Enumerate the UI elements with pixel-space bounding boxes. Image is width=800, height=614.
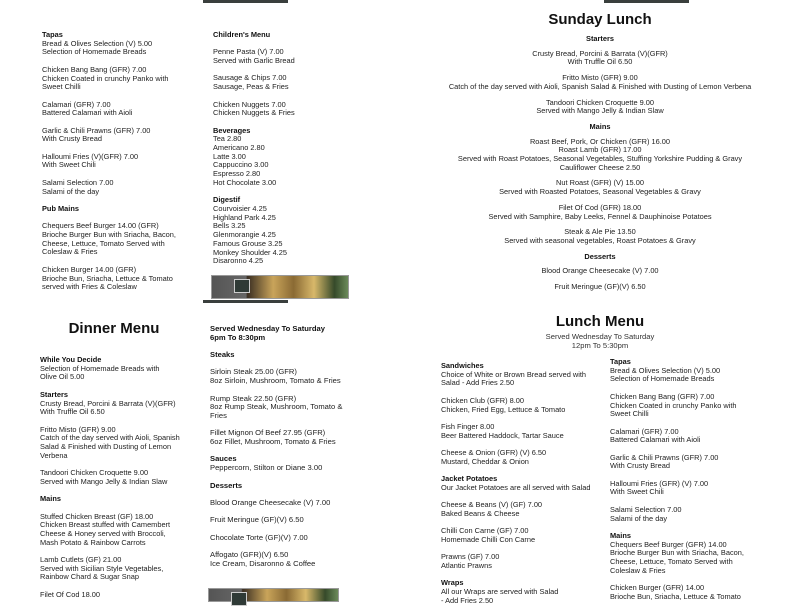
menu-item-name: Courvoisier 4.25	[213, 203, 267, 213]
menu-item-description: Baked Beans & Cheese	[441, 508, 520, 518]
section-heading: Sandwiches	[441, 361, 484, 370]
menu-item-name: Blood Orange Cheesecake (V) 7.00	[541, 266, 659, 276]
menu-item-description: Selection of Homemade Breads	[610, 374, 715, 384]
menu-item-name: Filet Of Cod (GFR) 18.00	[558, 202, 642, 212]
menu-item	[42, 40, 202, 57]
menu-item-description: Sweet Chilli	[610, 409, 649, 419]
menu-item-description: Monkey Shoulder 4.25	[213, 247, 287, 257]
menu-item-name: Filet Of Cod 18.00	[40, 589, 100, 599]
menu-item-name: Crusty Bread, Porcini & Barrata (V)(GFR)	[532, 48, 668, 58]
menu-item	[441, 501, 601, 518]
section-heading: Served Wednesday To Saturday	[210, 324, 325, 333]
menu-item	[42, 127, 202, 144]
menu-item	[420, 50, 780, 67]
section-heading: Tapas	[42, 30, 63, 39]
menu-item	[40, 400, 190, 417]
menu-item-description: Salami of the day	[42, 186, 100, 196]
menu-item	[441, 423, 601, 440]
menu-item-description: Roast Lamb (GFR) 17.00	[558, 145, 642, 155]
menu-item-name: Blood Orange Cheesecake (V) 7.00	[210, 497, 331, 507]
section-heading: Wraps	[441, 578, 464, 588]
menu-item	[210, 534, 360, 543]
section-heading: Digestif	[213, 195, 241, 205]
menu-item-description: Served with seasonal vegetables, Roast Potatoes & Gravy	[504, 235, 696, 245]
menu-item-name: Fritto Misto (GFR) 9.00	[40, 424, 116, 434]
menu-item-name: Selection of Homemade Breads with	[40, 363, 160, 373]
menu-item-description: Atlantic Prawns	[441, 561, 492, 571]
restaurant-sign-image	[231, 592, 247, 606]
menu-item-description: Cheese, Lettuce, Tomato Served with	[610, 557, 733, 567]
menu-item-name: Fruit Meringue (GF)(V) 6.50	[210, 515, 304, 525]
menu-item-name: Salami Selection 7.00	[610, 504, 682, 514]
menu-item-description: Served with Garlic Bread	[213, 56, 295, 66]
menu-item	[40, 365, 190, 382]
menu-item	[210, 464, 360, 473]
menu-item	[420, 283, 780, 292]
menu-item	[441, 588, 601, 605]
menu-item-name: Crusty Bread, Porcini & Barrata (V)(GFR)	[40, 398, 176, 408]
menu-item-description: Brioche Bun, Sriacha, Lettuce & Tomato	[610, 591, 741, 601]
menu-item	[610, 480, 770, 497]
section-heading: Steaks	[210, 350, 235, 360]
menu-item-name: Calamari (GFR) 7.00	[42, 99, 111, 109]
menu-item-description: Served with Sicilian Style Vegetables,	[40, 563, 164, 573]
menu-item-description: With Sweet Chili	[42, 160, 96, 170]
menu-item-name: Cheese & Beans (V) (GF) 7.00	[441, 500, 543, 510]
menu-item-description: Salad - Add Fries 2.50	[441, 378, 515, 388]
menu-item	[441, 553, 601, 570]
menu-item	[42, 222, 202, 257]
menu-item-description: Mustard, Cheddar & Onion	[441, 456, 529, 466]
menu-item-name: Choice of White or Brown Bread served with	[441, 369, 587, 379]
menu-item	[441, 449, 601, 466]
menu-item-name: Cheese & Onion (GFR) (V) 6.50	[441, 447, 547, 457]
menu-item-description: Catch of the day served with Aioli, Spanish	[40, 433, 180, 443]
menu-item-description: Served with Roast Potatoes, Seasonal Vegetables, Stuffing Yorkshire Pudding & Gravy	[457, 154, 743, 164]
menu-item	[420, 179, 780, 196]
lunch-menu-served-hours: 12pm To 5:30pm	[571, 341, 629, 350]
menu-item-description: Sausage, Peas & Fries	[213, 82, 289, 92]
menu-item	[210, 429, 360, 446]
menu-item-name: Peppercorn, Stilton or Diane 3.00	[210, 463, 323, 473]
menu-item-name: Halloumi Fries (GFR) (V) 7.00	[610, 478, 709, 488]
menu-item-description: Glenmorangie 4.25	[213, 230, 276, 240]
menu-item-name: Tandoori Chicken Croquette 9.00	[40, 468, 149, 478]
section-heading: Desserts	[210, 480, 243, 490]
section-heading: 6pm To 8:30pm	[210, 332, 266, 342]
menu-item-description: Brioche Burger Bun with Sriacha, Bacon,	[610, 548, 744, 558]
section-heading: While You Decide	[40, 355, 102, 364]
menu-item-description: - Add Fries 2.50	[441, 595, 494, 605]
menu-item	[610, 367, 770, 384]
menu-item	[210, 499, 360, 508]
menu-item	[441, 527, 601, 544]
section-heading: Pub Mains	[42, 203, 79, 213]
sunday-lunch-menu	[420, 35, 780, 299]
menu-item	[420, 204, 780, 221]
menu-item	[610, 428, 770, 445]
menu-item-description: 8oz Sirloin, Mushroom, Tomato & Fries	[210, 376, 341, 386]
menu-item	[213, 48, 363, 65]
menu-item-description: With Crusty Bread	[610, 461, 670, 471]
menu-item-description: Famous Grouse 3.25	[213, 238, 283, 248]
menu-item-description: Chicken Coated in crunchy Panko with	[42, 73, 169, 83]
menu-item-description: Chicken Coated in crunchy Panko with	[610, 400, 737, 410]
menu-item	[40, 556, 190, 582]
menu-item-name: Fruit Meringue (GF)(V) 6.50	[554, 282, 646, 292]
menu-item-description: Cauliflower Cheese 2.50	[559, 162, 641, 172]
menu-item	[441, 371, 601, 388]
menu-item-description: Disaronno 4.25	[213, 256, 264, 266]
section-heading: Mains	[40, 494, 61, 504]
menu-item-description: With Sweet Chili	[610, 487, 664, 497]
menu-item-description: With Crusty Bread	[42, 134, 102, 144]
page-edge-bar	[203, 0, 288, 3]
lunch-menu-title: Lunch Menu	[555, 313, 645, 330]
menu-item-name: Affogato (GFR)(V) 6.50	[210, 550, 289, 560]
dinner-menu-title: Dinner Menu	[68, 320, 160, 337]
restaurant-sign-image	[234, 279, 250, 293]
menu-item-name: Fillet Mignon Of Beef 27.95 (GFR)	[210, 428, 326, 438]
menu-item-name: Roast Beef, Pork, Or Chicken (GFR) 16.00	[529, 136, 671, 146]
menu-item	[210, 368, 360, 385]
menu-item-name: Chicken Nuggets 7.00	[213, 99, 286, 109]
menu-item-description: Battered Calamari with Aioli	[42, 108, 133, 118]
menu-item	[42, 153, 202, 170]
menu-item-name: Halloumi Fries (V)(GFR) 7.00	[42, 151, 139, 161]
menu-item-name: Nut Roast (GFR) (V) 15.00	[556, 178, 644, 188]
menu-item-description: Bells 3.25	[213, 221, 246, 231]
section-heading: Starters	[40, 389, 68, 399]
menu-item-description: Cheese, Lettuce, Tomato Served with	[42, 238, 165, 248]
menu-item	[610, 541, 770, 576]
menu-item	[42, 266, 202, 292]
menu-item-name: Chicken Bang Bang (GFR) 7.00	[42, 64, 147, 74]
menu-item	[610, 454, 770, 471]
menu-item-description: Espresso 2.80	[213, 169, 261, 179]
menu-item	[420, 267, 780, 276]
menu-item-name: Chicken Bang Bang (GFR) 7.00	[610, 391, 715, 401]
dinner-menu-right-column	[210, 325, 360, 577]
menu-item-description: Selection of Homemade Breads	[42, 47, 147, 57]
menu-item-description: Rainbow Chard & Sugar Snap	[40, 572, 140, 582]
section-heading: Desserts	[584, 251, 616, 261]
menu-item	[420, 138, 780, 173]
menu-item-name: Sirloin Steak 25.00 (GFR)	[210, 367, 297, 377]
menu-item-description: Coleslaw & Fries	[610, 565, 666, 575]
menu-item-description: Highland Park 4.25	[213, 212, 276, 222]
menu-item-name: Chequers Beef Burger 14.00 (GFR)	[42, 221, 159, 231]
menu-item-description: 6oz Fillet, Mushroom, Tomato & Fries	[210, 437, 336, 447]
menu-item	[610, 506, 770, 523]
menu-item-name: Tea 2.80	[213, 134, 242, 144]
lunch-menu-right-column	[610, 358, 770, 610]
menu-item-description: Verbena	[40, 450, 68, 460]
menu-item-description: Battered Calamari with Aioli	[610, 435, 701, 445]
menu-item-name: Bread & Olives Selection (V) 5.00	[610, 365, 721, 375]
menu-item	[441, 397, 601, 414]
menu-item-description: Served with Mango Jelly & Indian Slaw	[40, 476, 168, 486]
menu-item-description: Latte 3.00	[213, 151, 246, 161]
section-heading: Sauces	[210, 454, 237, 464]
section-heading: Children's Menu	[213, 30, 271, 39]
menu-item-description: With Truffle Oil 6.50	[567, 57, 633, 67]
menu-item	[40, 469, 190, 486]
menu-item	[213, 135, 363, 187]
menu-item-description: Ice Cream, Disaronno & Coffee	[210, 558, 316, 568]
menu-item	[210, 395, 360, 421]
menu-item-name: Our Jacket Potatoes are all served with Salad	[441, 482, 591, 492]
page-edge-bar	[604, 0, 689, 3]
menu-item-name: Chequers Beef Burger (GFR) 14.00	[610, 539, 727, 549]
menu-item	[213, 205, 363, 266]
menu-column-childrens-beverages	[213, 31, 363, 275]
menu-item-description: Brioche Bun, Sriacha, Lettuce & Tomato	[42, 273, 173, 283]
menu-item-name: Garlic & Chili Prawns (GFR) 7.00	[610, 452, 719, 462]
menu-item-name: Chilli Con Carne (GF) 7.00	[441, 526, 529, 536]
menu-item	[420, 74, 780, 91]
menu-item	[420, 228, 780, 245]
menu-item-description: Served with Samphire, Baby Leeks, Fennel & Dauphinoise Potatoes	[488, 211, 712, 221]
menu-item-description: 8oz Rump Steak, Mushroom, Tomato &	[210, 402, 343, 412]
menu-item-name: Salami Selection 7.00	[42, 177, 114, 187]
menu-item	[42, 101, 202, 118]
menu-item-name: Stuffed Chicken Breast (GF) 18.00	[40, 511, 154, 521]
menu-item-description: Coleslaw & Fries	[42, 247, 98, 257]
menu-item-description: Americano 2.80	[213, 143, 265, 153]
menu-item	[441, 484, 601, 493]
menu-item-description: Sweet Chilli	[42, 82, 81, 92]
menu-item	[420, 99, 780, 116]
menu-item-description: Brioche Burger Bun with Sriacha, Bacon,	[42, 230, 176, 240]
menu-item-name: Fritto Misto (GFR) 9.00	[562, 73, 638, 83]
section-heading: Mains	[589, 121, 611, 131]
menu-item	[213, 101, 363, 118]
menu-item	[210, 551, 360, 568]
menu-item-name: Calamari (GFR) 7.00	[610, 426, 679, 436]
sunday-lunch-title: Sunday Lunch	[548, 11, 652, 28]
menu-item-description: Salad & Finished with Dusting of Lemon	[40, 442, 172, 451]
section-heading: Mains	[610, 530, 631, 540]
menu-item	[42, 66, 202, 92]
menu-item-name: Chicken Burger (GFR) 14.00	[610, 583, 705, 593]
menu-item-name: All our Wraps are served with Salad	[441, 587, 559, 597]
lunch-menu-left-column	[441, 362, 601, 614]
menu-column-top-left	[42, 31, 202, 301]
menu-item	[40, 513, 190, 548]
menu-item-description: Served with Mango Jelly & Indian Slaw	[536, 106, 664, 116]
menu-item	[40, 426, 190, 461]
menu-item-name: Penne Pasta (V) 7.00	[213, 47, 284, 57]
menu-item-name: Prawns (GF) 7.00	[441, 552, 500, 562]
menu-item-name: Lamb Cutlets (GF) 21.00	[40, 555, 122, 565]
menu-item-description: Chicken Nuggets & Fries	[213, 108, 295, 118]
menu-item	[610, 584, 770, 601]
restaurant-photo	[211, 275, 349, 299]
menu-item-name: Garlic & Chili Prawns (GFR) 7.00	[42, 125, 151, 135]
menu-item-name: Chicken Burger 14.00 (GFR)	[42, 264, 137, 274]
menu-item-name: Chicken Club (GFR) 8.00	[441, 395, 524, 405]
menu-item-name: Steak & Ale Pie 13.50	[564, 227, 636, 237]
menu-item	[610, 393, 770, 419]
menu-item-description: served with Fries & Coleslaw	[42, 282, 137, 292]
menu-item	[210, 516, 360, 525]
section-heading: Starters	[586, 34, 614, 43]
section-heading: Beverages	[213, 125, 251, 135]
menu-item-name: Fish Finger 8.00	[441, 421, 495, 431]
menu-item-name: Sausage & Chips 7.00	[213, 73, 287, 83]
menu-item-description: Homemade Chilli Con Carne	[441, 534, 536, 544]
menu-item-description: Chicken Breast stuffed with Camembert	[40, 520, 171, 530]
menu-item-name: Chocolate Torte (GF)(V) 7.00	[210, 532, 308, 542]
menu-item-description: Salami of the day	[610, 513, 668, 523]
section-heading: Jacket Potatoes	[441, 474, 498, 484]
lunch-menu-served-days: Served Wednesday To Saturday	[545, 332, 655, 341]
page-edge-bar	[203, 300, 288, 303]
menu-item-description: Cheese & Honey served with Broccoli,	[40, 528, 166, 538]
menu-item-description: Mash Potato & Rainbow Carrots	[40, 537, 146, 547]
dinner-menu-left-column	[40, 356, 190, 608]
menu-item	[213, 74, 363, 91]
menu-item-description: Catch of the day served with Aioli, Spanish Salad & Finished with Dusting of Lemon Verbena	[448, 81, 752, 91]
menu-item-description: Served with Roasted Potatoes, Seasonal Vegetables & Gravy	[499, 187, 701, 197]
menu-item-name: Rump Steak 22.50 (GFR)	[210, 393, 297, 403]
menu-item-description: Chicken, Fried Egg, Lettuce & Tomato	[441, 404, 566, 414]
menu-item-description: Olive Oil 5.00	[40, 372, 85, 382]
menu-item	[40, 591, 190, 600]
menu-item	[42, 179, 202, 196]
menu-item-description: Beer Battered Haddock, Tartar Sauce	[441, 430, 564, 440]
menu-item-description: Hot Chocolate 3.00	[213, 177, 277, 187]
menu-item-name: Bread & Olives Selection (V) 5.00	[42, 38, 153, 48]
section-heading: Tapas	[610, 357, 631, 366]
menu-item-description: Fries	[210, 410, 227, 420]
menu-item-name: Tandoori Chicken Croquette 9.00	[545, 97, 655, 107]
menu-item-description: With Truffle Oil 6.50	[40, 407, 105, 417]
menu-item-description: Cappuccino 3.00	[213, 160, 269, 170]
